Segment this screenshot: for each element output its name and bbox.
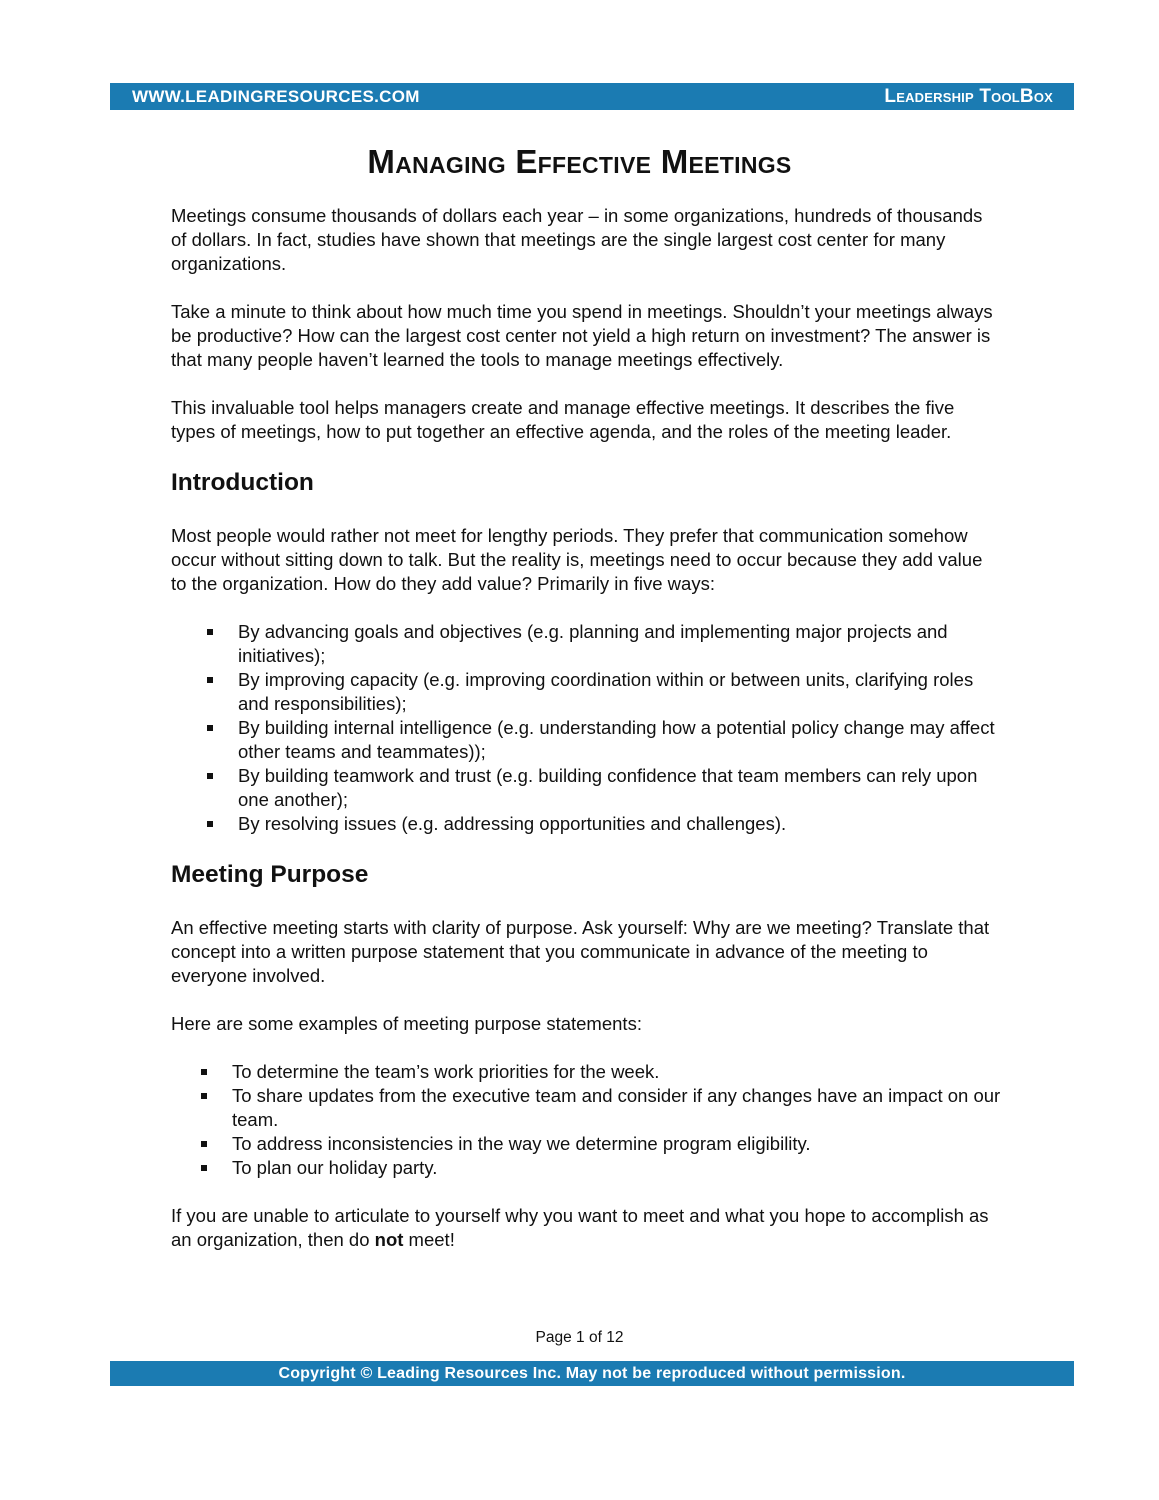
square-bullet-icon xyxy=(207,629,213,635)
list-item xyxy=(238,668,1001,716)
list-item-text: To share updates from the executive team and consider if any changes have an impact on our team. xyxy=(232,1085,1001,1130)
page-number: Page 1 of 12 xyxy=(535,1329,624,1346)
section-heading-introduction: Introduction xyxy=(171,469,314,496)
purpose-examples-list xyxy=(171,1060,1001,1180)
list-item-text: To determine the team’s work priorities for the week. xyxy=(232,1061,660,1082)
square-bullet-icon xyxy=(201,1093,207,1099)
list-item-text: By advancing goals and objectives (e.g. planning and implementing major projects and initiatives); xyxy=(238,621,948,666)
intro-paragraph: This invaluable tool helps managers create and manage effective meetings. It describes the five types of meetings, how to put together an effective agenda, and the roles of the meeting leader. xyxy=(171,397,955,442)
square-bullet-icon xyxy=(207,821,213,827)
list-item-text: To plan our holiday party. xyxy=(232,1157,438,1178)
section-heading-meeting-purpose: Meeting Purpose xyxy=(171,861,369,888)
list-item-text: By building teamwork and trust (e.g. building confidence that team members can rely upon one another); xyxy=(238,765,978,810)
intro-paragraph: Meetings consume thousands of dollars each year – in some organizations, hundreds of thousands of dollars. In fact, studies have shown that meetings are the single largest cost center for many organizations. xyxy=(171,205,983,274)
value-list xyxy=(171,620,1001,836)
square-bullet-icon xyxy=(207,677,213,683)
list-item xyxy=(232,1084,1001,1132)
list-item-text: By resolving issues (e.g. addressing opportunities and challenges). xyxy=(238,813,787,834)
square-bullet-icon xyxy=(201,1141,207,1147)
list-item xyxy=(238,716,1001,764)
square-bullet-icon xyxy=(207,773,213,779)
document-title: Managing Effective Meetings xyxy=(367,143,792,180)
closing-text-end: meet! xyxy=(403,1229,455,1250)
square-bullet-icon xyxy=(207,725,213,731)
list-item xyxy=(232,1060,1001,1084)
purpose-paragraph: An effective meeting starts with clarity of purpose. Ask yourself: Why are we meeting? Translate that concept into a written purpose statement that you communicate in advance of the meeting to everyone involved. xyxy=(171,917,990,986)
square-bullet-icon xyxy=(201,1165,207,1171)
toolbox-label: Leadership ToolBox xyxy=(884,86,1053,107)
copyright-text: Copyright © Leading Resources Inc. May not be reproduced without permission. xyxy=(278,1365,906,1382)
list-item xyxy=(232,1156,1001,1180)
closing-paragraph xyxy=(171,1204,1001,1252)
list-item xyxy=(238,620,1001,668)
purpose-examples-intro: Here are some examples of meeting purpose statements: xyxy=(171,1013,642,1034)
introduction-paragraph: Most people would rather not meet for lengthy periods. They prefer that communication somehow occur without sitting down to talk. But the reality is, meetings need to occur because they add value to the organization. How do they add value? Primarily in five ways: xyxy=(171,525,983,594)
list-item xyxy=(232,1132,1001,1156)
document-body xyxy=(171,204,1001,1276)
list-item xyxy=(238,812,1001,836)
website-url: WWW.LEADINGRESOURCES.COM xyxy=(132,87,420,106)
closing-emphasis: not xyxy=(374,1229,404,1250)
intro-paragraph: Take a minute to think about how much time you spend in meetings. Shouldn’t your meetings always be productive? How can the largest cost center not yield a high return on investment? The answer is that many people haven’t learned the tools to manage meetings effectively. xyxy=(171,301,993,370)
list-item xyxy=(238,764,1001,812)
header-bar xyxy=(110,83,1074,110)
list-item-text: By building internal intelligence (e.g. understanding how a potential policy change may affect other teams and teammates)); xyxy=(238,717,995,762)
copyright-bar xyxy=(110,1361,1074,1386)
square-bullet-icon xyxy=(201,1069,207,1075)
list-item-text: By improving capacity (e.g. improving coordination within or between units, clarifying roles and responsibilities); xyxy=(238,669,974,714)
list-item-text: To address inconsistencies in the way we determine program eligibility. xyxy=(232,1133,811,1154)
closing-text-start: If you are unable to articulate to yourself why you want to meet and what you hope to accomplish as an organization, then do xyxy=(171,1205,989,1250)
